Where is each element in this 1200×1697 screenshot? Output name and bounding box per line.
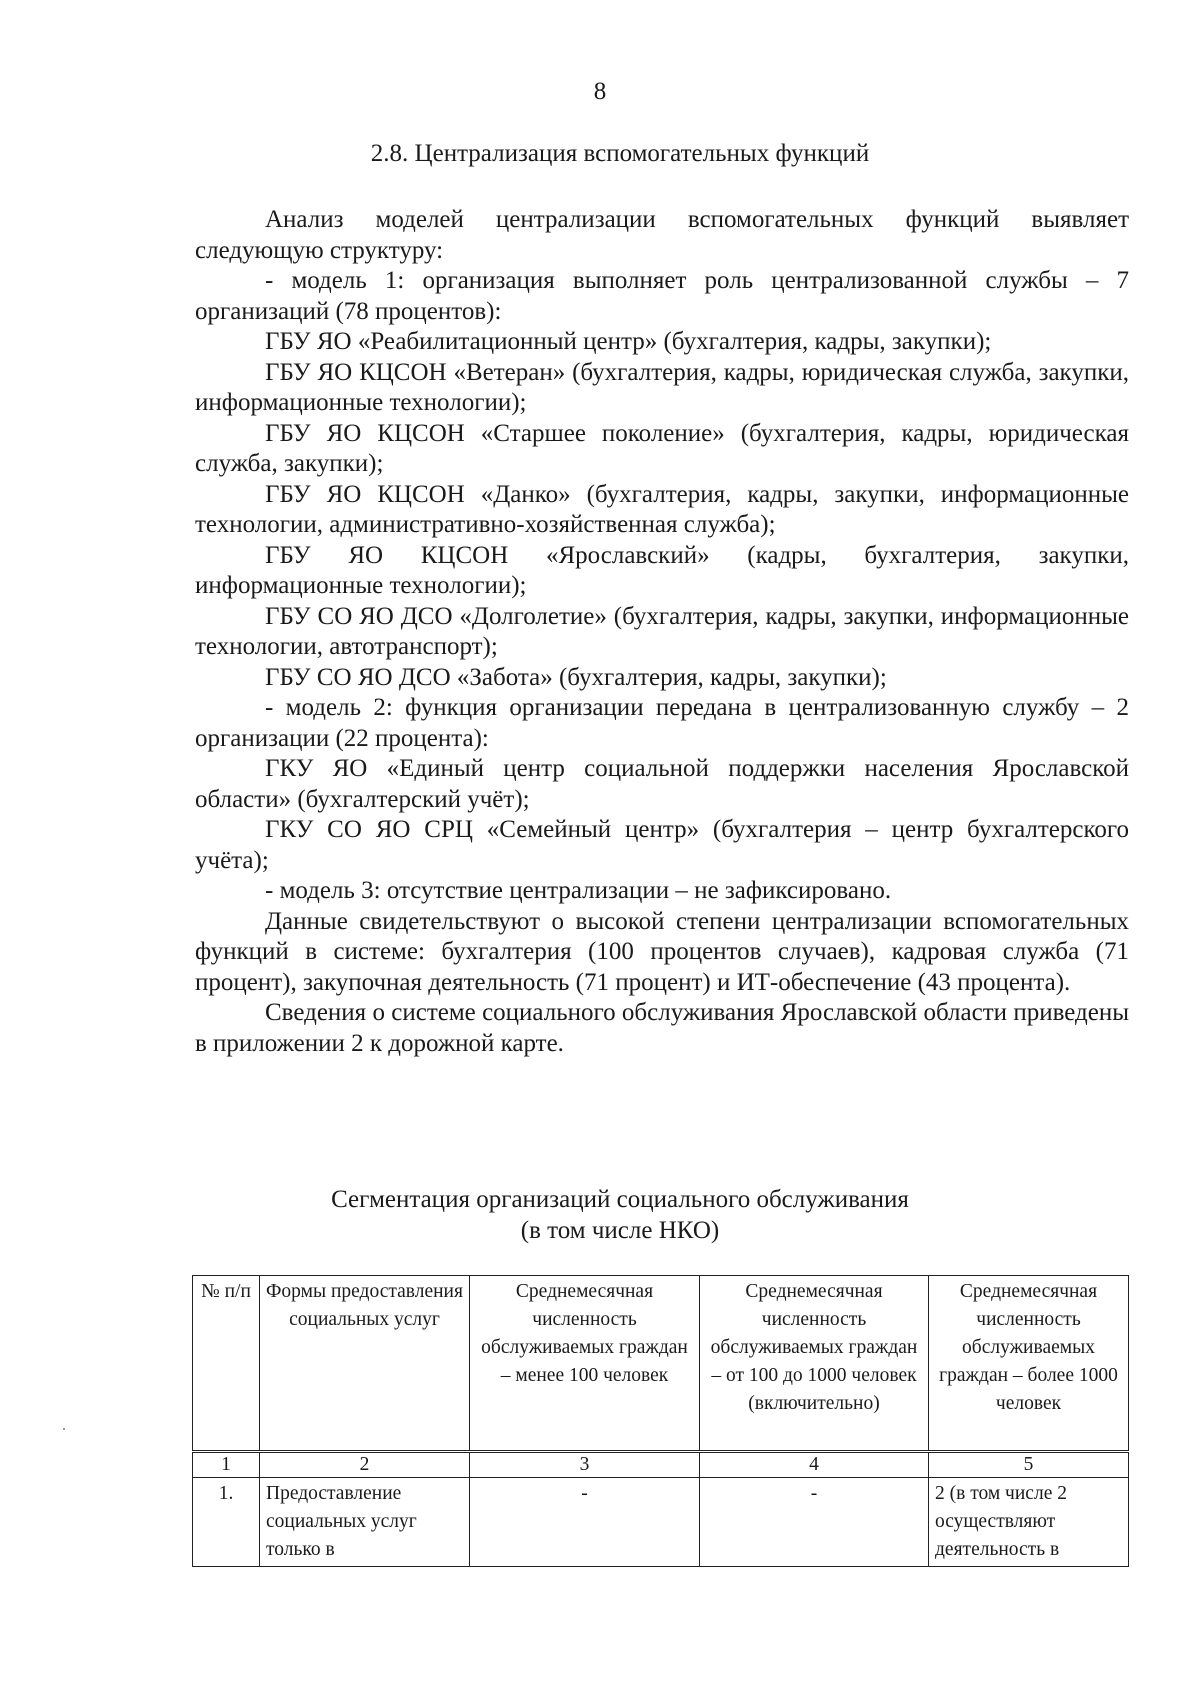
table-cell: Предоставление социальных услуг только в [260, 1478, 470, 1567]
paragraph: ГБУ ЯО КЦСОН «Ярославский» (кадры, бухгалтерия, закупки, информационные технологии); [195, 541, 1129, 599]
paragraph: - модель 1: организация выполняет роль централизованной службы – 7 организаций (78 процентов): [195, 267, 1129, 325]
header-cell-over-1000: Среднемесячная численность обслуживаемых граждан – более 1000 человек [929, 1276, 1129, 1452]
paragraph: ГБУ ЯО КЦСОН «Данко» (бухгалтерия, кадры, закупки, информационные технологии, административно-хозяйственная служба); [195, 480, 1129, 538]
column-number-cell: 3 [470, 1452, 700, 1478]
table-title [290, 1184, 950, 1246]
page-number: 8 [593, 78, 607, 105]
paragraph: Данные свидетельствуют о высокой степени централизации вспомогательных функций в системе: бухгалтерия (100 процентов случаев), кадровая служба (71 процент), закупочная деятельность (71 процент) и ИТ-обеспечение (43 процента). [195, 907, 1129, 996]
paragraph: ГБУ ЯО «Реабилитационный центр» (бухгалтерия, кадры, закупки); [265, 328, 992, 355]
column-number-cell: 4 [700, 1452, 929, 1478]
paragraph: ГБУ СО ЯО ДСО «Забота» (бухгалтерия, кадры, закупки); [265, 663, 887, 691]
table-cell: - [700, 1478, 929, 1567]
paragraph: - модель 2: функция организации передана в централизованную службу – 2 организации (22 процента): [195, 694, 1129, 752]
table-header-row [193, 1276, 1129, 1452]
column-number-cell: 2 [260, 1452, 470, 1478]
segmentation-table [192, 1275, 1129, 1567]
paragraph: ГБУ СО ЯО ДСО «Долголетие» (бухгалтерия, кадры, закупки, информационные технологии, автотранспорт); [195, 602, 1129, 660]
table-cell: 1. [193, 1478, 260, 1567]
header-cell-forms: Формы предоставления социальных услуг [260, 1276, 470, 1452]
header-cell-number: № п/п [193, 1276, 260, 1452]
paragraph: ГКУ СО ЯО СРЦ «Семейный центр» (бухгалтерия – центр бухгалтерского учёта); [195, 816, 1129, 874]
paragraph: Анализ моделей централизации вспомогательных функций выявляет следующую структуру: [195, 206, 1129, 264]
section-heading: 2.8. Централизация вспомогательных функций [370, 140, 870, 167]
column-number-cell: 1 [193, 1452, 260, 1478]
table-cell: - [470, 1478, 700, 1567]
table-cell: 2 (в том числе 2 осуществляют деятельность в [929, 1478, 1129, 1567]
header-cell-100-to-1000: Среднемесячная численность обслуживаемых граждан – от 100 до 1000 человек (включительно) [700, 1276, 929, 1452]
header-cell-under-100: Среднемесячная численность обслуживаемых граждан – менее 100 человек [470, 1276, 700, 1452]
column-number-row [193, 1452, 1129, 1478]
paragraph: ГКУ ЯО «Единый центр социальной поддержки населения Ярославской области» (бухгалтерский учёт); [195, 755, 1129, 813]
paragraph: - модель 3: отсутствие централизации – не зафиксировано. [265, 877, 892, 904]
table-subtitle-line: (в том числе НКО) [520, 1217, 720, 1244]
scan-speck [63, 1428, 65, 1430]
paragraph: ГБУ ЯО КЦСОН «Старшее поколение» (бухгалтерия, кадры, юридическая служба, закупки); [195, 419, 1129, 477]
paragraph: Сведения о системе социального обслуживания Ярославской области приведены в приложении 2 к дорожной карте. [195, 999, 1129, 1057]
paragraph: ГБУ ЯО КЦСОН «Ветеран» (бухгалтерия, кадры, юридическая служба, закупки, информационные технологии); [195, 358, 1129, 416]
column-number-cell: 5 [929, 1452, 1129, 1478]
table-row [193, 1478, 1129, 1567]
table-title-line: Сегментация организаций социального обслуживания [331, 1186, 909, 1213]
body-text [195, 205, 1129, 1059]
